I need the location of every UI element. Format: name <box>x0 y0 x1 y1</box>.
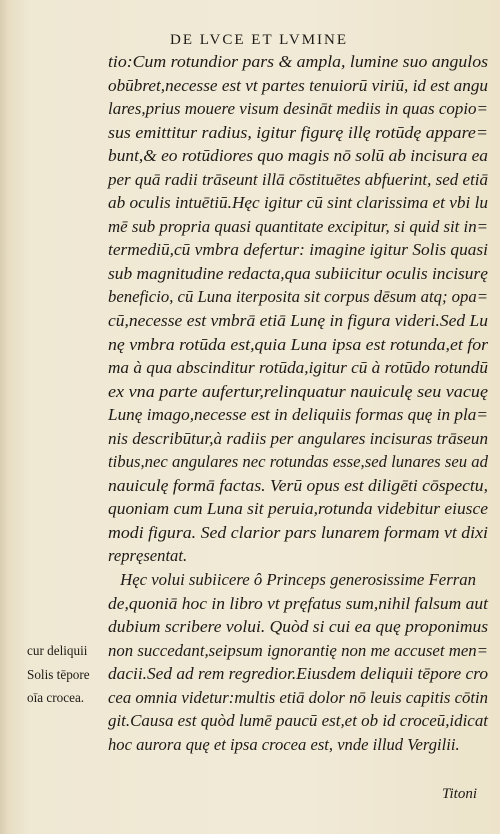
text-line: ab oculis intuētiū.Hęc igitur cū sint clarissima et vbi lu <box>108 193 489 213</box>
text-line: dacii.Sed ad rem regredior.Eiusdem deliquii tēpore cro <box>108 664 488 684</box>
text-line: beneficio, cū Luna iterposita sit corpus dēsum atq; opa= <box>108 287 489 307</box>
text-line: repręsentat. <box>108 546 188 566</box>
margin-note-line: Solis tēpore <box>27 666 90 682</box>
running-head: DE LVCE ET LVMINE <box>170 32 349 48</box>
text-line: per quā radii trāseunt illā cōstituētes abfuerint, sed etiā <box>108 169 489 189</box>
text-line: non succedant,seipsum ignorantię non me accuset men= <box>108 640 489 660</box>
text-line: nę vmbra rotūda est,quia Luna ipsa est rotunda,et for <box>108 334 489 354</box>
text-line: ma à qua abscinditur rotūda,igitur cū à rotūdo rotundū <box>108 358 488 378</box>
text-line: mē sub propria quasi quantitate excipitur, si quid sit in= <box>108 216 489 236</box>
text-line: hoc aurora quę et ipsa crocea est, vnde illud Vergilii. <box>108 734 460 754</box>
text-line: sus emittitur radius, igitur figurę illę rotūdę appare= <box>108 122 488 142</box>
main-text-block <box>108 50 490 756</box>
text-line: modi figura. Sed clarior pars lunarem formam vt dixi <box>108 522 488 542</box>
text-line: lares,prius mouere visum desināt mediis in quas copio= <box>108 99 489 119</box>
page-gutter-shadow <box>0 0 8 834</box>
text-line: Hęc volui subiicere ô Princeps generosissime Ferran <box>120 570 476 590</box>
text-line: ex vna parte aufertur,relinquatur nauiculę seu vacuę <box>108 381 488 401</box>
text-line: obūbret,necesse est vt partes tenuiorū viriū, id est angu <box>108 75 489 95</box>
margin-note-line: oīa crocea. <box>27 690 85 705</box>
text-line: tibus,nec angulares nec rotundas esse,sed lunares seu ad <box>108 452 488 472</box>
text-line: nis describūtur,à radiis per angulares incisuras trāseun <box>108 428 489 448</box>
catchword: Titoni <box>442 786 478 802</box>
margin-note-line: cur deliquii <box>27 643 88 658</box>
text-line: de,quoniā hoc in libro vt pręfatus sum,nihil falsum aut <box>108 593 488 613</box>
text-line: git.Causa est quòd lumē paucū est,et ob id croceū,idicat <box>108 711 489 731</box>
text-line: cū,necesse est vmbrā etiā Lunę in figura videri.Sed Lu <box>108 311 488 331</box>
text-line: nauiculę formā factas. Verū opus est diligēti cōspectu, <box>108 475 488 495</box>
text-line: cea omnia videtur:multis etiā dolor nō leuis capitis cōtin <box>108 687 489 707</box>
text-line: sub magnitudine redacta,qua subiicitur oculis incisurę <box>108 263 488 283</box>
text-line: Lunę imago,necesse est in deliquiis formas quę in pla= <box>108 405 488 425</box>
text-line: dubium scribere volui. Quòd si cui ea quę proponimus <box>108 617 489 637</box>
text-line: termediū,cū vmbra defertur: imagine igitur Solis quasi <box>108 240 488 260</box>
margin-note <box>27 639 107 710</box>
text-line: quoniam cum Luna sit peruia,rotunda videbitur eiusce <box>108 499 488 519</box>
text-line: tio:Cum rotundior pars & ampla, lumine suo angulos <box>108 52 488 71</box>
text-line: bunt,& eo rotūdiores quo magis nō solū ab incisura ea <box>108 146 489 166</box>
